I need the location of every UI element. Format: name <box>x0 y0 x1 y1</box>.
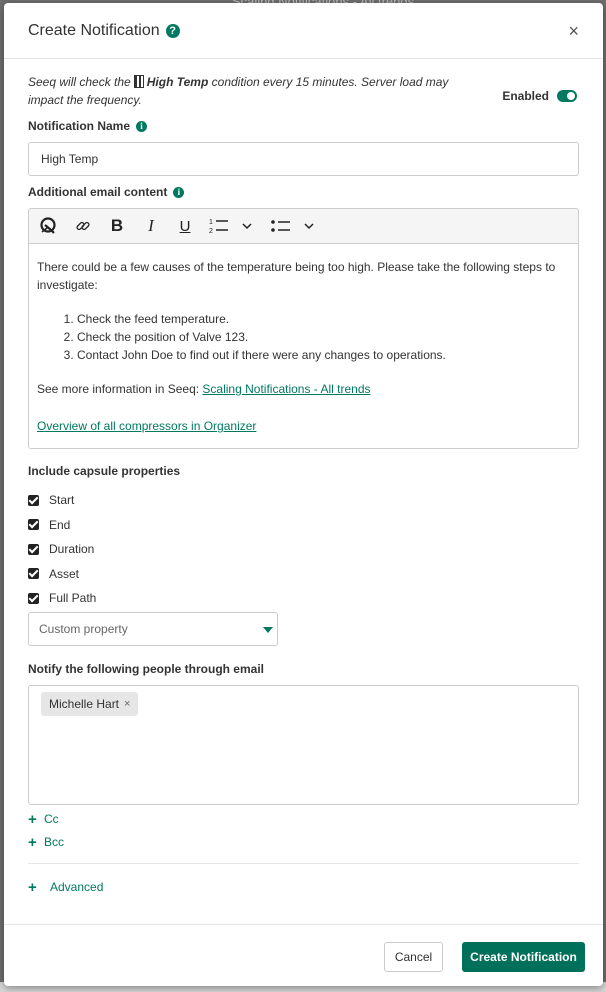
info-prefix: Seeq will check the <box>28 75 131 89</box>
email-more-prefix: See more information in Seeq: <box>37 382 203 396</box>
advanced-label: Advanced <box>50 880 104 894</box>
checkbox-start[interactable] <box>28 488 579 513</box>
bullet-list-icon[interactable] <box>269 214 293 238</box>
organizer-overview-link[interactable]: Overview of all compressors in Organizer <box>37 419 257 433</box>
checkbox-checked-icon[interactable] <box>28 519 39 530</box>
add-cc-link[interactable] <box>28 808 579 831</box>
seeq-trends-link[interactable]: Scaling Notifications - All trends <box>202 382 371 396</box>
advanced-link[interactable] <box>28 876 579 899</box>
checkbox-label: End <box>49 517 71 532</box>
info-suffix: condition every 15 minutes. Server load may impact the frequency. <box>28 75 449 107</box>
email-content-label-text: Additional email content <box>28 185 168 199</box>
help-icon[interactable]: ? <box>166 24 180 38</box>
notify-label: Notify the following people through email <box>28 661 264 676</box>
checkbox-full-path[interactable] <box>28 586 579 611</box>
remove-recipient-icon[interactable]: × <box>124 697 131 710</box>
cc-bcc-links <box>28 808 579 854</box>
modal-title: Create Notification <box>28 21 160 39</box>
plus-icon: + <box>28 810 37 828</box>
svg-text:2: 2 <box>209 228 213 235</box>
info-text <box>28 73 458 109</box>
checkbox-checked-icon[interactable] <box>28 593 39 604</box>
modal-footer <box>4 924 603 986</box>
notification-name-label-text: Notification Name <box>28 119 131 133</box>
recipient-chip <box>41 692 138 716</box>
capsule-properties-label: Include capsule properties <box>28 464 181 478</box>
ordered-list-icon[interactable] <box>207 214 231 238</box>
checkbox-label: Full Path <box>49 591 97 606</box>
email-step: 3. Contact John Doe to find out if there were any changes to operations. <box>77 346 570 364</box>
checkbox-duration[interactable] <box>28 537 579 562</box>
seeq-link-icon[interactable] <box>37 214 61 238</box>
email-intro: There could be a few causes of the temperature being too high. Please take the following steps to investigate: <box>37 260 556 292</box>
notification-name-input[interactable]: High Temp <box>28 142 579 176</box>
plus-icon: + <box>28 878 37 896</box>
chevron-down-icon[interactable] <box>235 214 259 238</box>
modal-header <box>4 3 603 59</box>
recipient-name: Michelle Hart <box>49 696 120 711</box>
underline-button[interactable]: U <box>179 217 191 235</box>
checkbox-label: Asset <box>49 566 80 581</box>
checkbox-checked-icon[interactable] <box>28 495 39 506</box>
email-steps-list <box>37 310 570 364</box>
enabled-control <box>502 89 577 103</box>
info-icon[interactable]: i <box>136 121 147 132</box>
email-more-info <box>37 380 570 398</box>
caret-down-icon <box>263 627 273 633</box>
bold-button[interactable]: B <box>110 216 124 235</box>
notification-name-label <box>28 119 579 133</box>
custom-property-select[interactable] <box>28 612 278 646</box>
add-bcc-link[interactable] <box>28 831 579 854</box>
email-content-editor[interactable] <box>28 243 579 449</box>
checkbox-label: Duration <box>49 542 95 557</box>
capsule-properties-list <box>28 488 579 611</box>
bcc-label: Bcc <box>44 835 65 849</box>
svg-text:1: 1 <box>209 219 213 226</box>
email-step: 1. Check the feed temperature. <box>77 310 570 328</box>
cancel-button[interactable]: Cancel <box>384 942 443 972</box>
italic-button[interactable]: I <box>148 216 154 235</box>
link-icon[interactable] <box>71 214 95 238</box>
close-button[interactable]: × <box>568 21 579 41</box>
enabled-label: Enabled <box>502 89 549 103</box>
info-icon[interactable]: i <box>173 187 184 198</box>
checkbox-end[interactable] <box>28 513 579 538</box>
condition-icon <box>134 75 144 88</box>
email-content-label <box>28 185 579 199</box>
chevron-down-icon[interactable] <box>297 214 321 238</box>
editor-toolbar <box>28 208 579 243</box>
enabled-toggle[interactable] <box>557 90 577 102</box>
checkbox-checked-icon[interactable] <box>28 568 39 579</box>
create-notification-modal <box>4 3 603 986</box>
divider <box>28 863 579 864</box>
recipients-input[interactable] <box>28 685 579 805</box>
create-notification-button[interactable]: Create Notification <box>462 942 585 972</box>
checkbox-label: Start <box>49 493 75 508</box>
checkbox-checked-icon[interactable] <box>28 544 39 555</box>
plus-icon: + <box>28 833 37 851</box>
modal-body <box>4 73 603 899</box>
checkbox-asset[interactable] <box>28 562 579 587</box>
cc-label: Cc <box>44 812 59 826</box>
info-condition: High Temp <box>146 75 209 89</box>
email-step: 2. Check the position of Valve 123. <box>77 328 570 346</box>
custom-property-placeholder: Custom property <box>39 621 128 636</box>
